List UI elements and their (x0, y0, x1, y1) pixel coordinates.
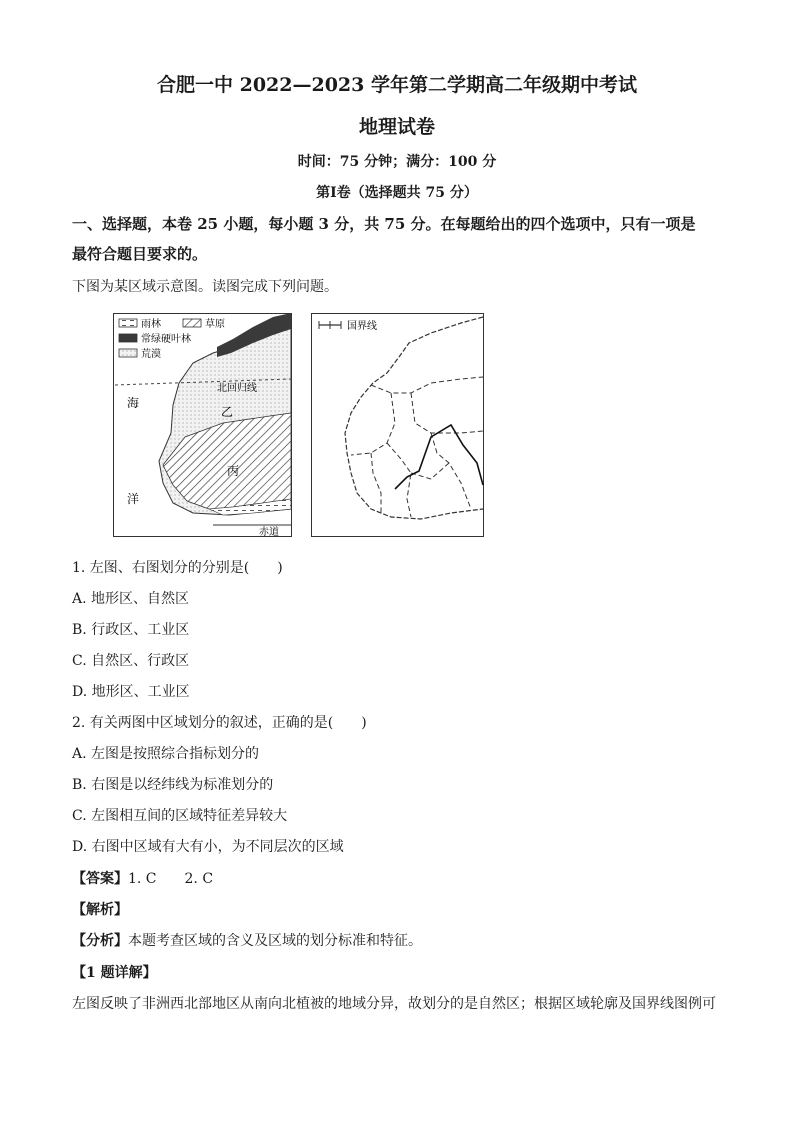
question-1-option-a: A. 地形区、自然区 (72, 591, 190, 607)
legend-rainforest-label: 雨林 (141, 319, 161, 330)
section-instruction-line1: 一、选择题，本卷 25 小题，每小题 3 分，共 75 分。在每题给出的四个选项中，只有一项是 (72, 215, 696, 233)
left-vegetation-map (113, 313, 292, 537)
legend-grassland-label: 草原 (205, 319, 225, 330)
analysis-line (72, 899, 128, 919)
right-boundary-map (311, 313, 484, 537)
answer-line (72, 868, 213, 888)
question-2-option-d: D. 右图中区域有大有小，为不同层次的区域 (72, 839, 344, 855)
question-2-option-c: C. 左图相互间的区域特征差异较大 (72, 808, 288, 824)
question-1-option-c: C. 自然区、行政区 (72, 653, 190, 669)
exam-title: 合肥一中 2022—2023 学年第二学期高二年级期中考试 (157, 74, 637, 96)
question-2-option-a: A. 左图是按照综合指标划分的 (72, 746, 260, 762)
zone-yi-label: 乙 (221, 405, 234, 419)
analysis-tag: 【解析】 (72, 902, 128, 918)
question-2-option-b: B. 右图是以经纬线为标准划分的 (72, 777, 274, 793)
sea-label: 海 (127, 396, 140, 410)
detail-heading (72, 962, 157, 982)
question-1-option-d: D. 地形区、工业区 (72, 684, 190, 700)
legend-evergreen-label: 常绿硬叶林 (141, 334, 191, 345)
detail-text: 左图反映了非洲西北部地区从南向北植被的地域分异，故划分的是自然区；根据区域轮廓及国界线图例可 (72, 996, 716, 1012)
answer-text: 1. C 2. C (128, 871, 214, 887)
subject-title: 地理试卷 (358, 116, 435, 138)
equator-label: 赤道 (259, 527, 279, 537)
question-intro: 下图为某区域示意图。读图完成下列问题。 (72, 279, 338, 295)
legend-desert-label: 荒漠 (141, 349, 161, 360)
legend-boundary-label: 国界线 (347, 321, 377, 332)
time-score-line: 时间：75 分钟；满分：100 分 (297, 154, 497, 170)
part-heading: 第Ⅰ卷（选择题共 75 分） (316, 185, 478, 201)
fenxi-text: 本题考查区域的含义及区域的划分标准和特征。 (128, 933, 422, 949)
zone-bing-label: 丙 (227, 464, 240, 478)
detail-tag: 【1 题详解】 (72, 965, 157, 981)
section-instruction-line2: 最符合题目要求的。 (72, 245, 208, 263)
question-1-stem: 1. 左图、右图划分的分别是( ) (72, 560, 283, 576)
question-1-option-b: B. 行政区、工业区 (72, 622, 190, 638)
tropic-label: 北回归线 (217, 383, 257, 394)
fenxi-tag: 【分析】 (72, 933, 128, 949)
ocean-label: 洋 (127, 492, 140, 506)
answer-tag: 【答案】 (72, 871, 128, 887)
fenxi-line (72, 930, 422, 950)
question-2-stem: 2. 有关两图中区域划分的叙述，正确的是( ) (72, 715, 367, 731)
